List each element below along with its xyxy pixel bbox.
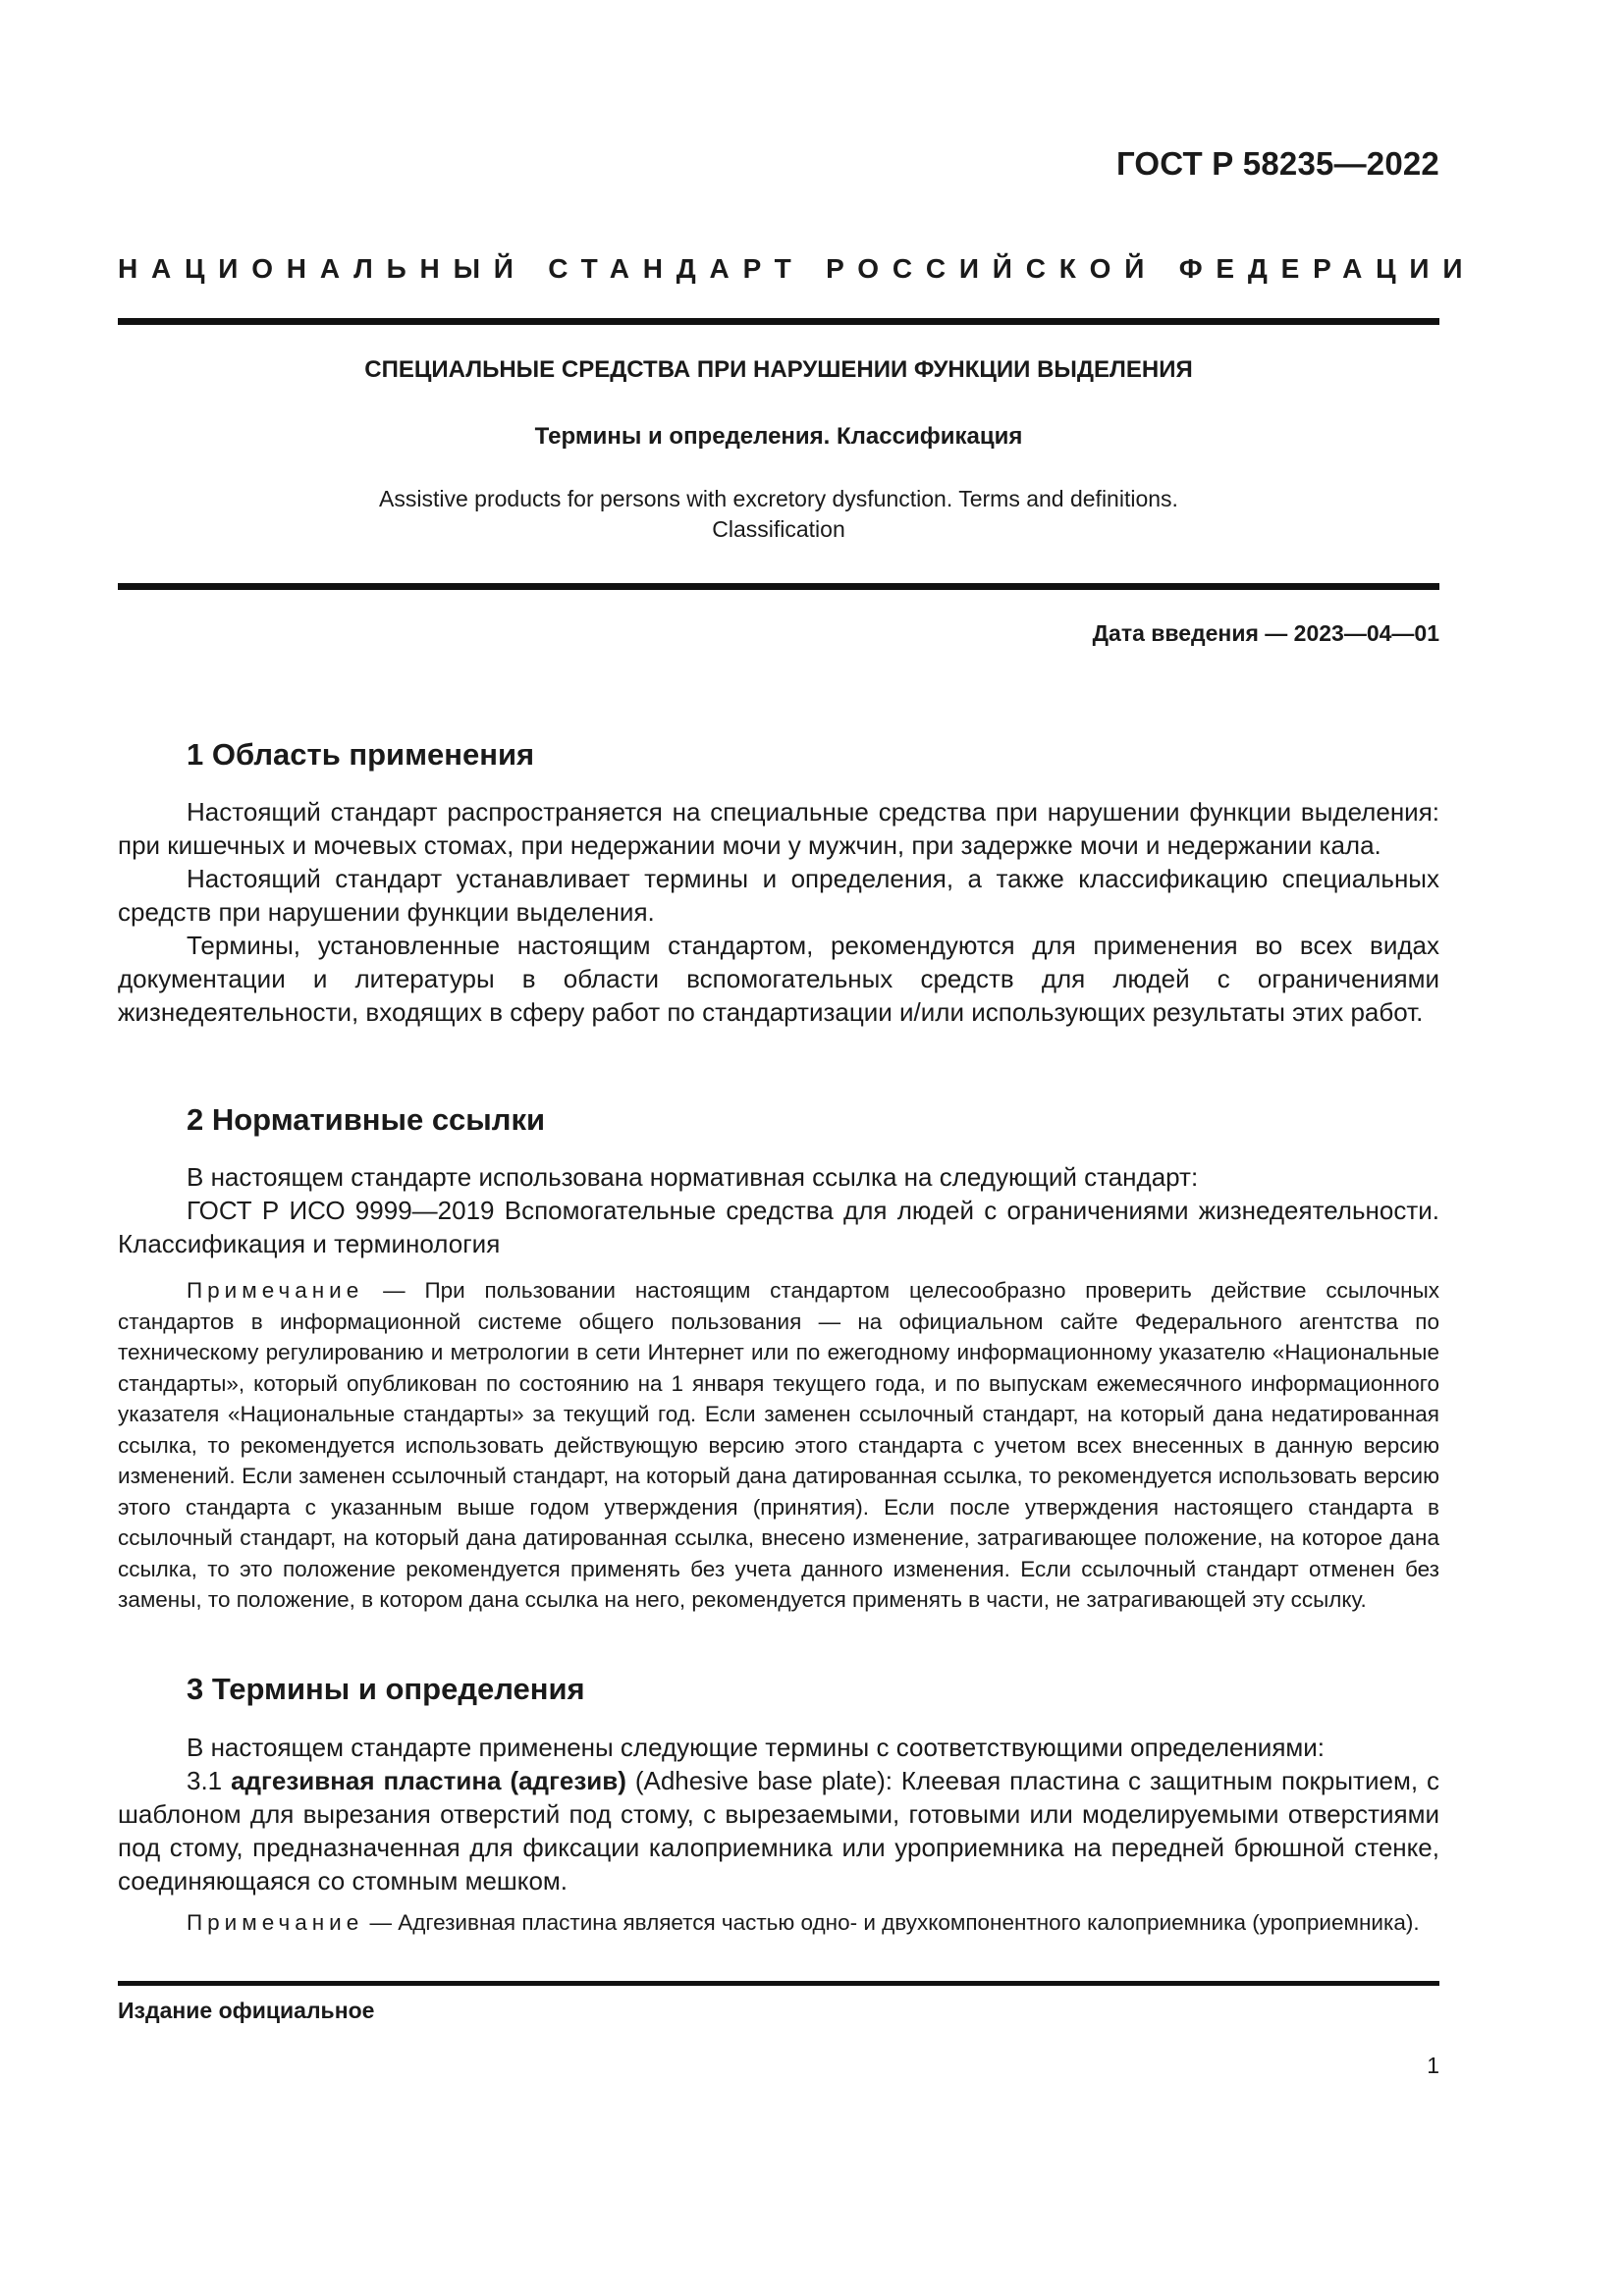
section-3-heading: 3 Термины и определения bbox=[187, 1672, 585, 1706]
section-3-note bbox=[118, 1907, 1439, 1939]
section-1-body bbox=[118, 795, 1439, 1029]
section-3-body bbox=[118, 1731, 1439, 1897]
english-title bbox=[118, 484, 1439, 545]
title-divider bbox=[118, 583, 1439, 590]
paragraph: Настоящий стандарт распространяется на специальные средства при нарушении функции выделения: при кишечных и мочевых стомах, при недержании мочи у мужчин, при задержке мочи и недержании кала. bbox=[118, 797, 1439, 860]
note-text: — При пользовании настоящим стандартом целесообразно проверить действие ссылочных стандартов в информационной системе общего пользования — на официальном сайте Федерального агентства по техническому регулированию и метрологии в сети Интернет или по ежегодному информационному указателю «Национальные стандарты», который опубликован по состоянию на 1 января текущего года, и по выпускам ежемесячного информационного указателя «Национальные стандарты» за текущий год. Если заменен ссылочный стандарт, на который дана недатированная ссылка, то рекомендуется использовать действующую версию этого стандарта с учетом всех внесенных в данную версию изменений. Если заменен ссылочный стандарт, на который дана датированная ссылка, то рекомендуется использовать версию этого стандарта с указанным выше годом утверждения (принятия). Если после утверждения настоящего стандарта в ссылочный стандарт, на который дана датированная ссылка, внесено изменение, затрагивающее положение, на которое дана ссылка, то это положение рекомендуется применять без учета данного изменения. Если ссылочный стандарт отменен без замены, то положение, в котором дана ссылка на него, рекомендуется применять в части, не затрагивающей эту ссылку. bbox=[118, 1278, 1439, 1612]
term-entry bbox=[118, 1764, 1439, 1897]
paragraph: Термины, установленные настоящим стандартом, рекомендуются для применения во всех видах документации и литературы в области вспомогательных средств для людей с ограничениями жизнедеятельности, входящих в сферу работ по стандартизации и/или использующих результаты этих работ. bbox=[118, 931, 1439, 1027]
section-2-body bbox=[118, 1160, 1439, 1260]
section-2-note bbox=[118, 1275, 1439, 1616]
introduction-date: Дата введения — 2023—04—01 bbox=[1092, 620, 1439, 646]
document-title: СПЕЦИАЛЬНЫЕ СРЕДСТВА ПРИ НАРУШЕНИИ ФУНКЦИИ ВЫДЕЛЕНИЯ bbox=[364, 356, 1193, 383]
term-definition: (Adhesive base plate): Клеевая пластина с защитным покрытием, с шаблоном для вырезания отверстий под стому, с вырезаемыми, готовыми или моделируемыми отверстиями под стому, предназначенная для фиксации калоприемника или уроприемника на передней брюшной стенке, соединяющаяся со стомным мешком. bbox=[118, 1766, 1439, 1896]
note-label: Примечание bbox=[187, 1910, 364, 1935]
normative-reference: ГОСТ Р ИСО 9999—2019 Вспомогательные средства для людей с ограничениями жизнедеятельности. Классификация и терминология bbox=[118, 1196, 1439, 1258]
official-edition-label: Издание официальное bbox=[118, 1998, 375, 2023]
gost-identifier: ГОСТ Р 58235—2022 bbox=[1115, 145, 1439, 182]
footer-divider bbox=[118, 1981, 1439, 1986]
paragraph: В настоящем стандарте использована нормативная ссылка на следующий стандарт: bbox=[187, 1162, 1199, 1192]
english-title-line-1: Assistive products for persons with excretory dysfunction. Terms and definitions. bbox=[379, 486, 1178, 511]
page-number: 1 bbox=[1427, 2053, 1439, 2078]
national-standard-banner: НАЦИОНАЛЬНЫЙ СТАНДАРТ РОССИЙСКОЙ ФЕДЕРАЦИИ bbox=[118, 253, 1477, 284]
section-1-heading: 1 Область применения bbox=[187, 737, 535, 772]
english-title-line-2: Classification bbox=[712, 516, 845, 542]
note-text: — Адгезивная пластина является частью одно- и двухкомпонентного калоприемника (уроприемника). bbox=[363, 1910, 1420, 1935]
note-label: Примечание bbox=[187, 1278, 364, 1303]
paragraph: Настоящий стандарт устанавливает термины и определения, а также классификацию специальных средств при нарушении функции выделения. bbox=[118, 864, 1439, 927]
header-divider bbox=[118, 318, 1439, 325]
term-name: адгезивная пластина (адгезив) bbox=[231, 1766, 626, 1795]
term-number: 3.1 bbox=[187, 1766, 232, 1795]
paragraph: В настоящем стандарте применены следующие термины с соответствующими определениями: bbox=[187, 1733, 1326, 1762]
section-2-heading: 2 Нормативные ссылки bbox=[187, 1102, 546, 1137]
document-subtitle: Термины и определения. Классификация bbox=[534, 423, 1023, 450]
